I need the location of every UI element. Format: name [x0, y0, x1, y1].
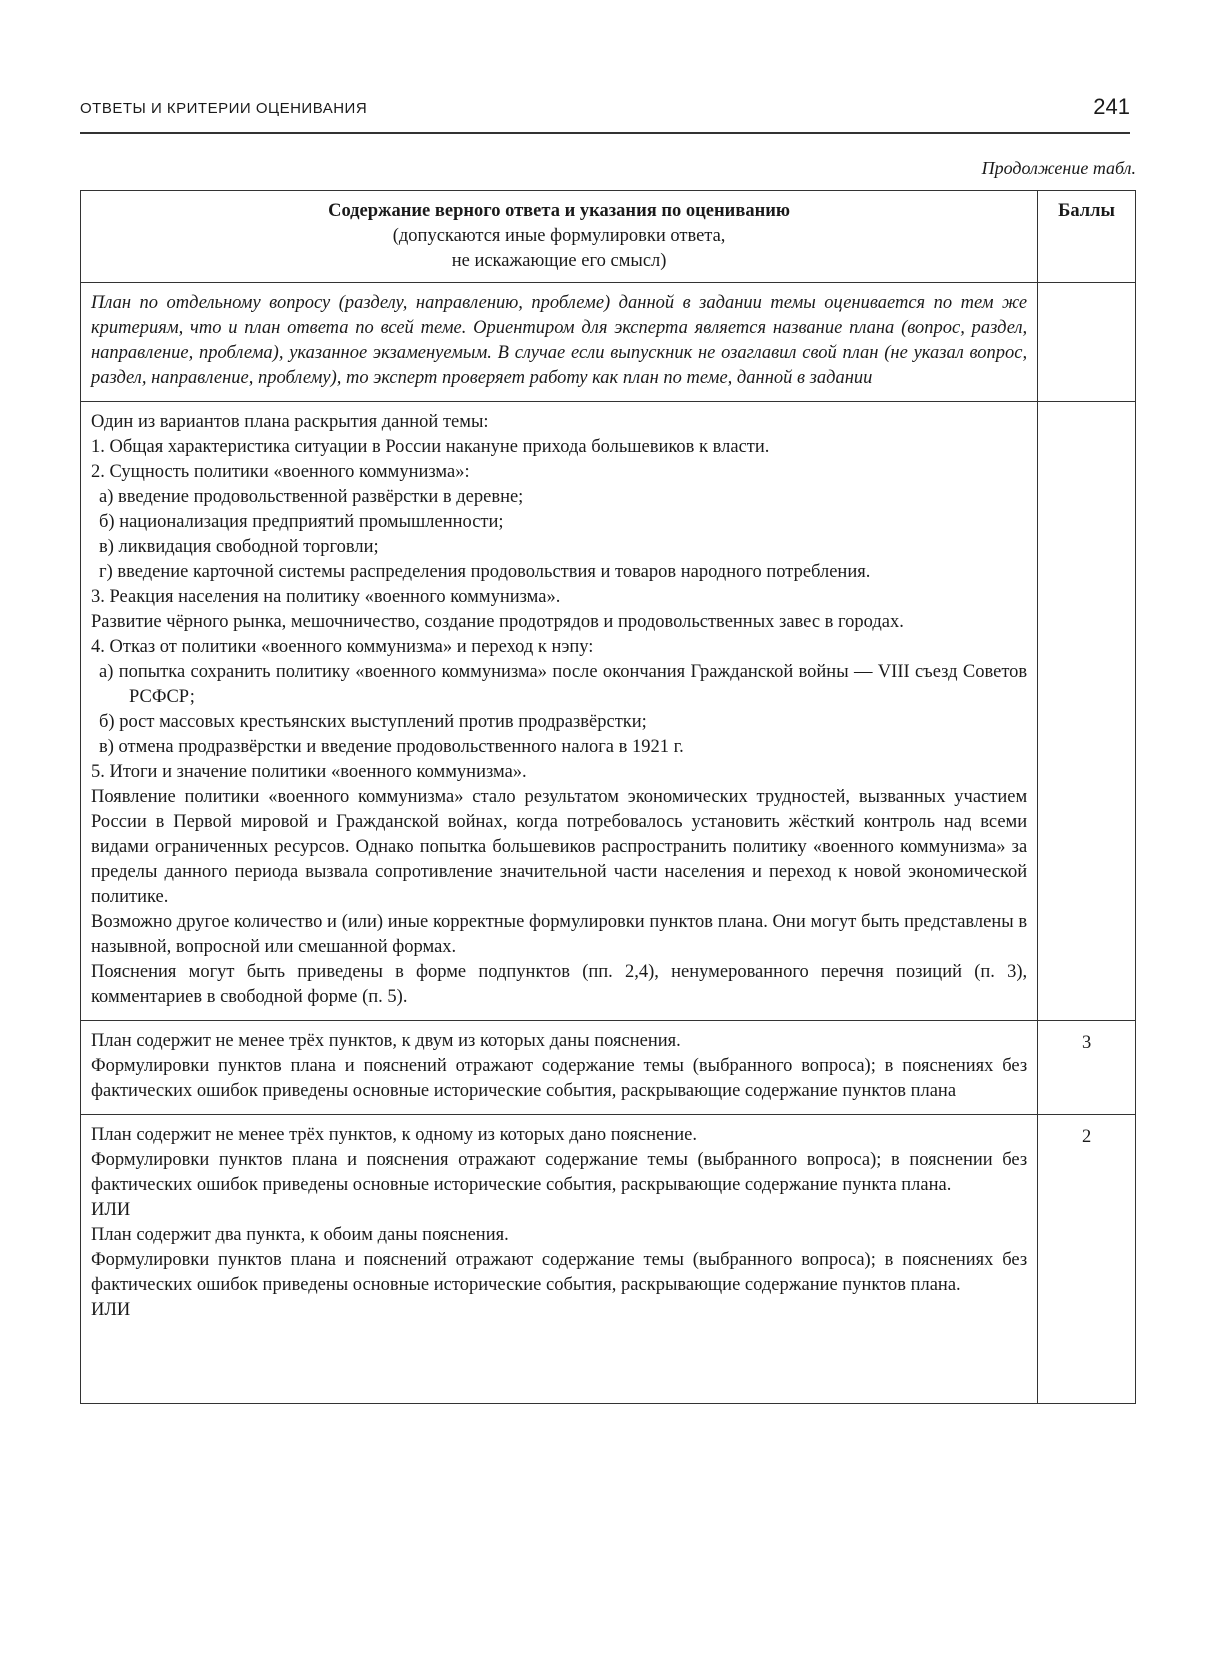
plan-subpoint: б) рост массовых крестьянских выступлений против продразвёрстки; [99, 712, 647, 732]
criterion-or: ИЛИ [91, 1200, 131, 1220]
criterion-line: Формулировки пунктов плана и пояснений отражают содержание темы (выбранного вопроса); в пояснениях без фактических ошибок приведены основные исторические события, раскрывающие содержание пунктов плана [91, 1056, 1028, 1101]
criterion-line: Формулировки пунктов плана и пояснения отражают содержание темы (выбранного вопроса); в пояснении без фактических ошибок приведены основные исторические события, раскрывающие содержание пункта плана. [91, 1150, 1028, 1195]
plan-subpoint: б) национализация предприятий промышленности; [99, 512, 504, 532]
plan-subpoint: а) введение продовольственной развёрстки в деревне; [99, 487, 524, 507]
table-row [81, 283, 1136, 402]
criteria-table [80, 190, 1136, 1404]
page-number: 241 [1093, 94, 1130, 119]
criterion-cell [81, 1021, 1038, 1115]
score-cell [1038, 402, 1136, 1021]
plan-note: Возможно другое количество и (или) иные корректные формулировки пунктов плана. Они могут быть представлены в назывной, вопросной или смешанной формах. [91, 912, 1028, 957]
header-subtitle-2: не искажающие его смысл) [451, 251, 667, 271]
plan-intro: Один из вариантов плана раскрытия данной темы: [91, 412, 489, 432]
plan-point: 1. Общая характеристика ситуации в России накануне прихода большевиков к власти. [91, 437, 770, 457]
criterion-line: План содержит два пункта, к обоим даны пояснения. [91, 1225, 509, 1245]
score-cell [1038, 283, 1136, 402]
criterion-cell [81, 1115, 1038, 1404]
table-header-row [81, 191, 1136, 283]
table-row [81, 402, 1136, 1021]
table-row [81, 1021, 1136, 1115]
plan-point-text: Появление политики «военного коммунизма» стало результатом экономических трудностей, вызванных участием России в Первой мировой и Гражданской войнах, когда потребовалось установить жёсткий контроль над всеми видами ограниченных ресурсов. Однако попытка большевиков распространить политику «военного коммунизма» за пределы данного периода вызвала сопротивление значительной части населения и переход к новой экономической политике. [91, 787, 1028, 907]
plan-point: 2. Сущность политики «военного коммунизма»: [91, 462, 470, 482]
running-title: ОТВЕТЫ И КРИТЕРИИ ОЦЕНИВАНИЯ [80, 100, 368, 117]
plan-subpoint: в) ликвидация свободной торговли; [99, 537, 379, 557]
score-cell: 3 [1038, 1021, 1136, 1115]
criterion-line: Формулировки пунктов плана и пояснений отражают содержание темы (выбранного вопроса); в пояснениях без фактических ошибок приведены основные исторические события, раскрывающие содержание пунктов плана. [91, 1250, 1028, 1295]
score-column-header: Баллы [1038, 191, 1136, 283]
header-title: Содержание верного ответа и указания по оцениванию [328, 201, 791, 221]
plan-point-text: Развитие чёрного рынка, мешочничество, создание продотрядов и продовольственных завес в городах. [91, 612, 904, 632]
plan-example [81, 402, 1038, 1021]
plan-subpoint: в) отмена продразвёрстки и введение продовольственного налога в 1921 г. [99, 737, 684, 757]
plan-subpoint: г) введение карточной системы распределения продовольствия и товаров народного потребления. [99, 562, 871, 582]
plan-point: 5. Итоги и значение политики «военного коммунизма». [91, 762, 527, 782]
running-head [80, 92, 1130, 134]
plan-subpoint: а) попытка сохранить политику «военного коммунизма» после окончания Гражданской войны — VIII съезд Советов РСФСР; [99, 662, 1028, 707]
score-cell: 2 [1038, 1115, 1136, 1404]
criterion-or: ИЛИ [91, 1300, 131, 1320]
table-row [81, 1115, 1136, 1404]
evaluation-note: План по отдельному вопросу (разделу, направлению, проблеме) данной в задании темы оценивается по тем же критериям, что и план ответа по всей теме. Ориентиром для эксперта является название плана (вопрос, раздел, направление, проблема), указанное экзаменуемым. В случае если выпускник не озаглавил свой план (не указал вопрос, раздел, направление, проблему), то эксперт проверяет работу как план по теме, данной в задании [81, 283, 1038, 402]
plan-point: 3. Реакция населения на политику «военного коммунизма». [91, 587, 561, 607]
content-column-header [81, 191, 1038, 283]
criterion-line: План содержит не менее трёх пунктов, к двум из которых даны пояснения. [91, 1031, 681, 1051]
continuation-note: Продолжение табл. [981, 158, 1136, 178]
criterion-line: План содержит не менее трёх пунктов, к одному из которых дано пояснение. [91, 1125, 697, 1145]
plan-note: Пояснения могут быть приведены в форме подпунктов (пп. 2,4), ненумерованного перечня позиций (п. 3), комментариев в свободной форме (п. 5). [91, 962, 1028, 1007]
plan-point: 4. Отказ от политики «военного коммунизма» и переход к нэпу: [91, 637, 594, 657]
header-subtitle-1: (допускаются иные формулировки ответа, [392, 226, 726, 246]
